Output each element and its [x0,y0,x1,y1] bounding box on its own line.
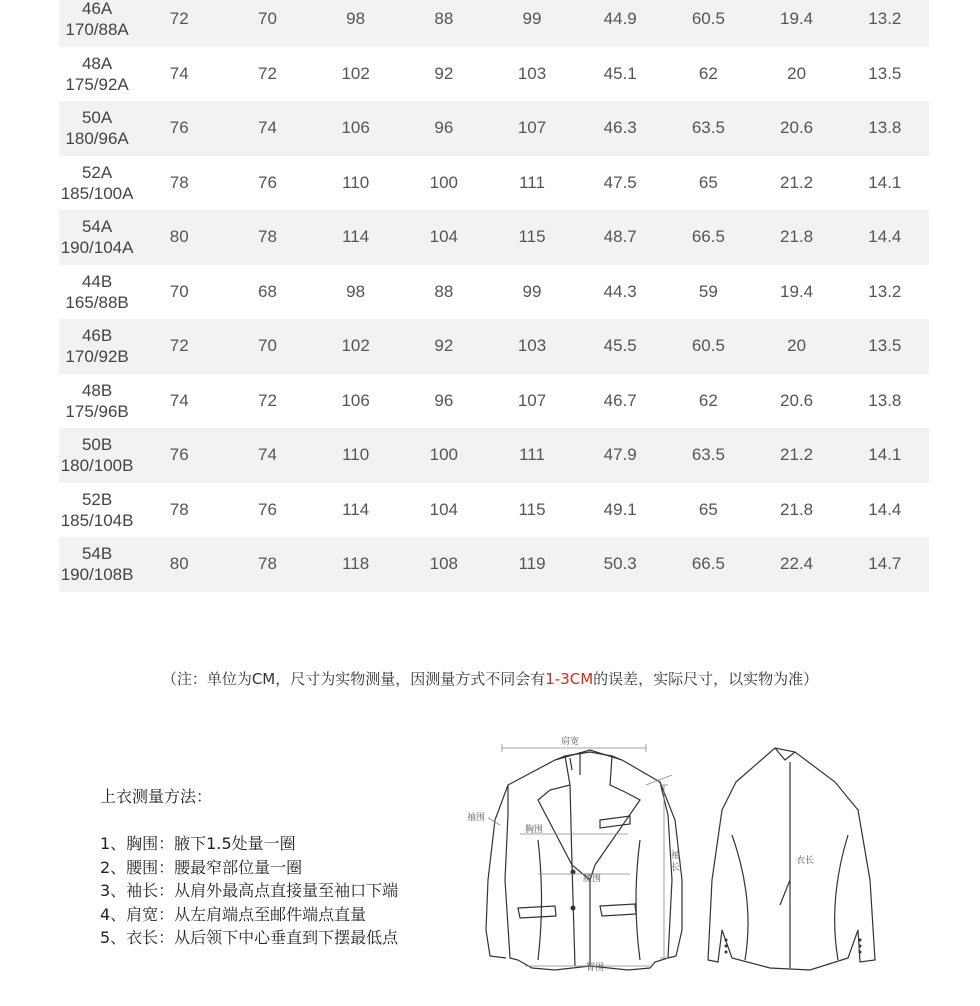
size-spec: 190/108B [60,565,134,585]
table-cell: 68 [257,281,277,301]
size-cell [59,210,135,265]
jacket-diagram [450,730,920,1000]
size-cell [59,483,135,538]
table-cell: 119 [518,554,546,574]
size-cell [59,374,135,429]
table-cell: 96 [434,390,454,410]
size-cell [59,537,135,592]
table-cell: 111 [519,445,545,465]
table-cell: 72 [169,9,189,29]
table-row [59,47,929,102]
size-code: 54A [81,217,113,237]
size-spec: 180/96A [65,129,129,149]
table-cell: 115 [518,227,546,247]
table-cell: 74 [169,390,189,410]
method-item-length: 5、衣长：从后领下中心垂直到下摆最低点 [100,928,399,947]
table-cell: 107 [517,118,547,138]
table-cell: 13.2 [868,281,902,301]
table-cell: 114 [342,499,370,519]
table-cell: 50.3 [603,554,637,574]
size-spec: 185/100A [60,183,134,203]
table-cell: 98 [346,9,366,29]
table-row [59,537,929,592]
table-cell: 100 [429,445,459,465]
table-cell: 21.2 [780,445,814,465]
size-spec: 180/100B [60,456,134,476]
table-cell: 92 [434,63,454,83]
table-cell: 78 [169,499,189,519]
size-code: 48B [81,380,113,400]
table-cell: 111 [519,172,545,192]
size-code: 44B [81,271,113,291]
cuff-buttons [725,939,862,954]
label-sleeve-length-1: 袖 [671,851,681,861]
size-spec: 190/104A [60,238,134,258]
table-cell: 78 [257,227,277,247]
table-cell: 114 [342,227,370,247]
table-cell: 65 [698,499,718,519]
table-cell: 46.7 [603,390,637,410]
table-cell: 13.8 [868,118,902,138]
table-cell: 60.5 [691,336,725,356]
table-cell: 45.5 [603,336,637,356]
table-cell: 14.1 [868,445,902,465]
method-item-waist: 2、腰围：腰最窄部位量一圈 [100,857,303,877]
table-cell: 20 [787,63,807,83]
table-cell: 103 [517,63,547,83]
table-cell: 76 [169,118,189,138]
size-code: 54B [81,544,113,564]
size-spec: 170/92B [65,347,129,367]
size-code: 46B [81,326,113,346]
table-cell: 98 [346,281,366,301]
label-chest: 胸围 [525,825,544,835]
table-cell: 46.3 [603,118,637,138]
size-spec: 185/104B [60,510,134,530]
table-row [59,0,929,47]
table-cell: 107 [517,390,547,410]
table-cell: 110 [342,445,370,465]
table-cell: 76 [257,499,277,519]
table-cell: 108 [429,554,459,574]
table-cell: 59 [698,281,718,301]
label-hem: 臀围 [586,963,605,973]
table-cell: 63.5 [691,445,725,465]
table-cell: 70 [257,9,277,29]
table-cell: 78 [169,172,189,192]
table-cell: 20 [787,336,807,356]
table-cell: 20.6 [780,390,814,410]
table-cell: 14.7 [868,554,902,574]
size-spec: 170/88A [65,20,129,40]
table-cell: 100 [429,172,459,192]
table-row [59,210,929,265]
size-code: 52A [81,162,113,182]
table-cell: 13.2 [868,9,902,29]
table-cell: 106 [341,390,370,410]
table-row [59,374,929,429]
table-cell: 21.2 [780,172,814,192]
size-cell [59,319,135,374]
table-cell: 72 [169,336,189,356]
size-spec: 175/96B [65,401,129,421]
size-spec: 165/88B [65,292,129,312]
size-code: 52B [81,489,113,509]
label-shoulder: 肩宽 [561,737,580,747]
table-cell: 70 [169,281,189,301]
size-code: 50B [81,435,113,455]
size-code: 48A [81,53,113,73]
size-cell [59,47,135,102]
size-cell [59,156,135,211]
method-item-sleeve: 3、袖长：从肩外最高点直接量至袖口下端 [100,881,399,900]
table-cell: 14.4 [868,499,902,519]
table-row [59,428,929,483]
note-suffix: 的误差，实际尺寸，以实物为准） [593,670,819,688]
table-cell: 78 [257,554,277,574]
size-cell [59,265,135,320]
table-cell: 115 [518,499,546,519]
size-cell [59,0,135,47]
table-cell: 19.4 [780,9,814,29]
table-row [59,319,929,374]
table-row [59,483,929,538]
table-cell: 60.5 [691,9,725,29]
jacket-drawing [450,730,920,1000]
table-cell: 49.1 [603,499,637,519]
note-prefix: （注：单位为CM，尺寸为实物测量，因测量方式不同会有 [161,670,546,688]
size-spec: 175/92A [65,74,129,94]
table-row [59,101,929,156]
table-cell: 13.5 [868,63,902,83]
table-cell: 45.1 [603,63,637,83]
table-cell: 21.8 [780,499,814,519]
size-cell [59,101,135,156]
table-cell: 74 [169,63,189,83]
table-cell: 76 [257,172,277,192]
table-cell: 80 [169,227,189,247]
table-cell: 72 [257,390,277,410]
note-tolerance: 1-3CM [545,670,594,688]
table-cell: 74 [257,445,277,465]
label-sleeve-length [671,849,680,873]
table-cell: 110 [342,172,370,192]
table-cell: 47.9 [603,445,637,465]
table-cell: 76 [169,445,189,465]
table-cell: 13.5 [868,336,902,356]
table-cell: 21.8 [780,227,814,247]
measurement-method [100,784,398,950]
table-cell: 104 [429,227,459,247]
table-cell: 66.5 [691,227,725,247]
table-cell: 102 [341,336,370,356]
table-cell: 22.4 [780,554,814,574]
table-cell: 13.8 [868,390,902,410]
table-cell: 104 [429,499,459,519]
jacket-back [708,748,875,970]
measurement-note [0,668,980,689]
table-cell: 96 [434,118,454,138]
table-cell: 92 [434,336,454,356]
table-cell: 62 [698,63,718,83]
table-row [59,156,929,211]
table-cell: 47.5 [603,172,637,192]
size-code: 46A [81,0,113,19]
table-cell: 66.5 [691,554,725,574]
table-cell: 70 [257,336,277,356]
table-cell: 14.1 [868,172,902,192]
method-title: 上衣测量方法： [100,787,213,806]
table-cell: 80 [169,554,189,574]
table-cell: 74 [257,118,277,138]
table-cell: 62 [698,390,718,410]
table-cell: 99 [522,9,542,29]
table-cell: 20.6 [780,118,814,138]
table-cell: 44.3 [603,281,637,301]
size-code: 50A [81,108,113,128]
table-cell: 106 [341,118,370,138]
table-cell: 48.7 [603,227,637,247]
table-cell: 102 [341,63,370,83]
table-cell: 63.5 [691,118,725,138]
table-cell: 99 [522,281,542,301]
label-sleeve-length-2: 长 [671,863,681,873]
table-row [59,265,929,320]
table-cell: 118 [342,554,370,574]
table-cell: 72 [257,63,277,83]
method-item-chest: 1、胸围：腋下1.5处量一圈 [100,834,296,853]
size-table [59,0,929,592]
measurement-lines [488,744,672,966]
table-cell: 103 [517,336,547,356]
method-item-shoulder: 4、肩宽：从左肩端点至邮件端点直量 [100,904,367,924]
size-cell [59,428,135,483]
table-cell: 44.9 [603,9,637,29]
label-waist: 腰围 [583,874,602,884]
table-cell: 88 [434,281,454,301]
size-table-body [59,0,929,592]
label-sleeve-circ: 袖围 [467,813,486,823]
table-cell: 14.4 [868,227,902,247]
table-cell: 88 [434,9,454,29]
table-cell: 65 [698,172,718,192]
label-length: 衣长 [796,856,815,866]
table-cell: 19.4 [780,281,814,301]
jacket-front [486,750,682,970]
